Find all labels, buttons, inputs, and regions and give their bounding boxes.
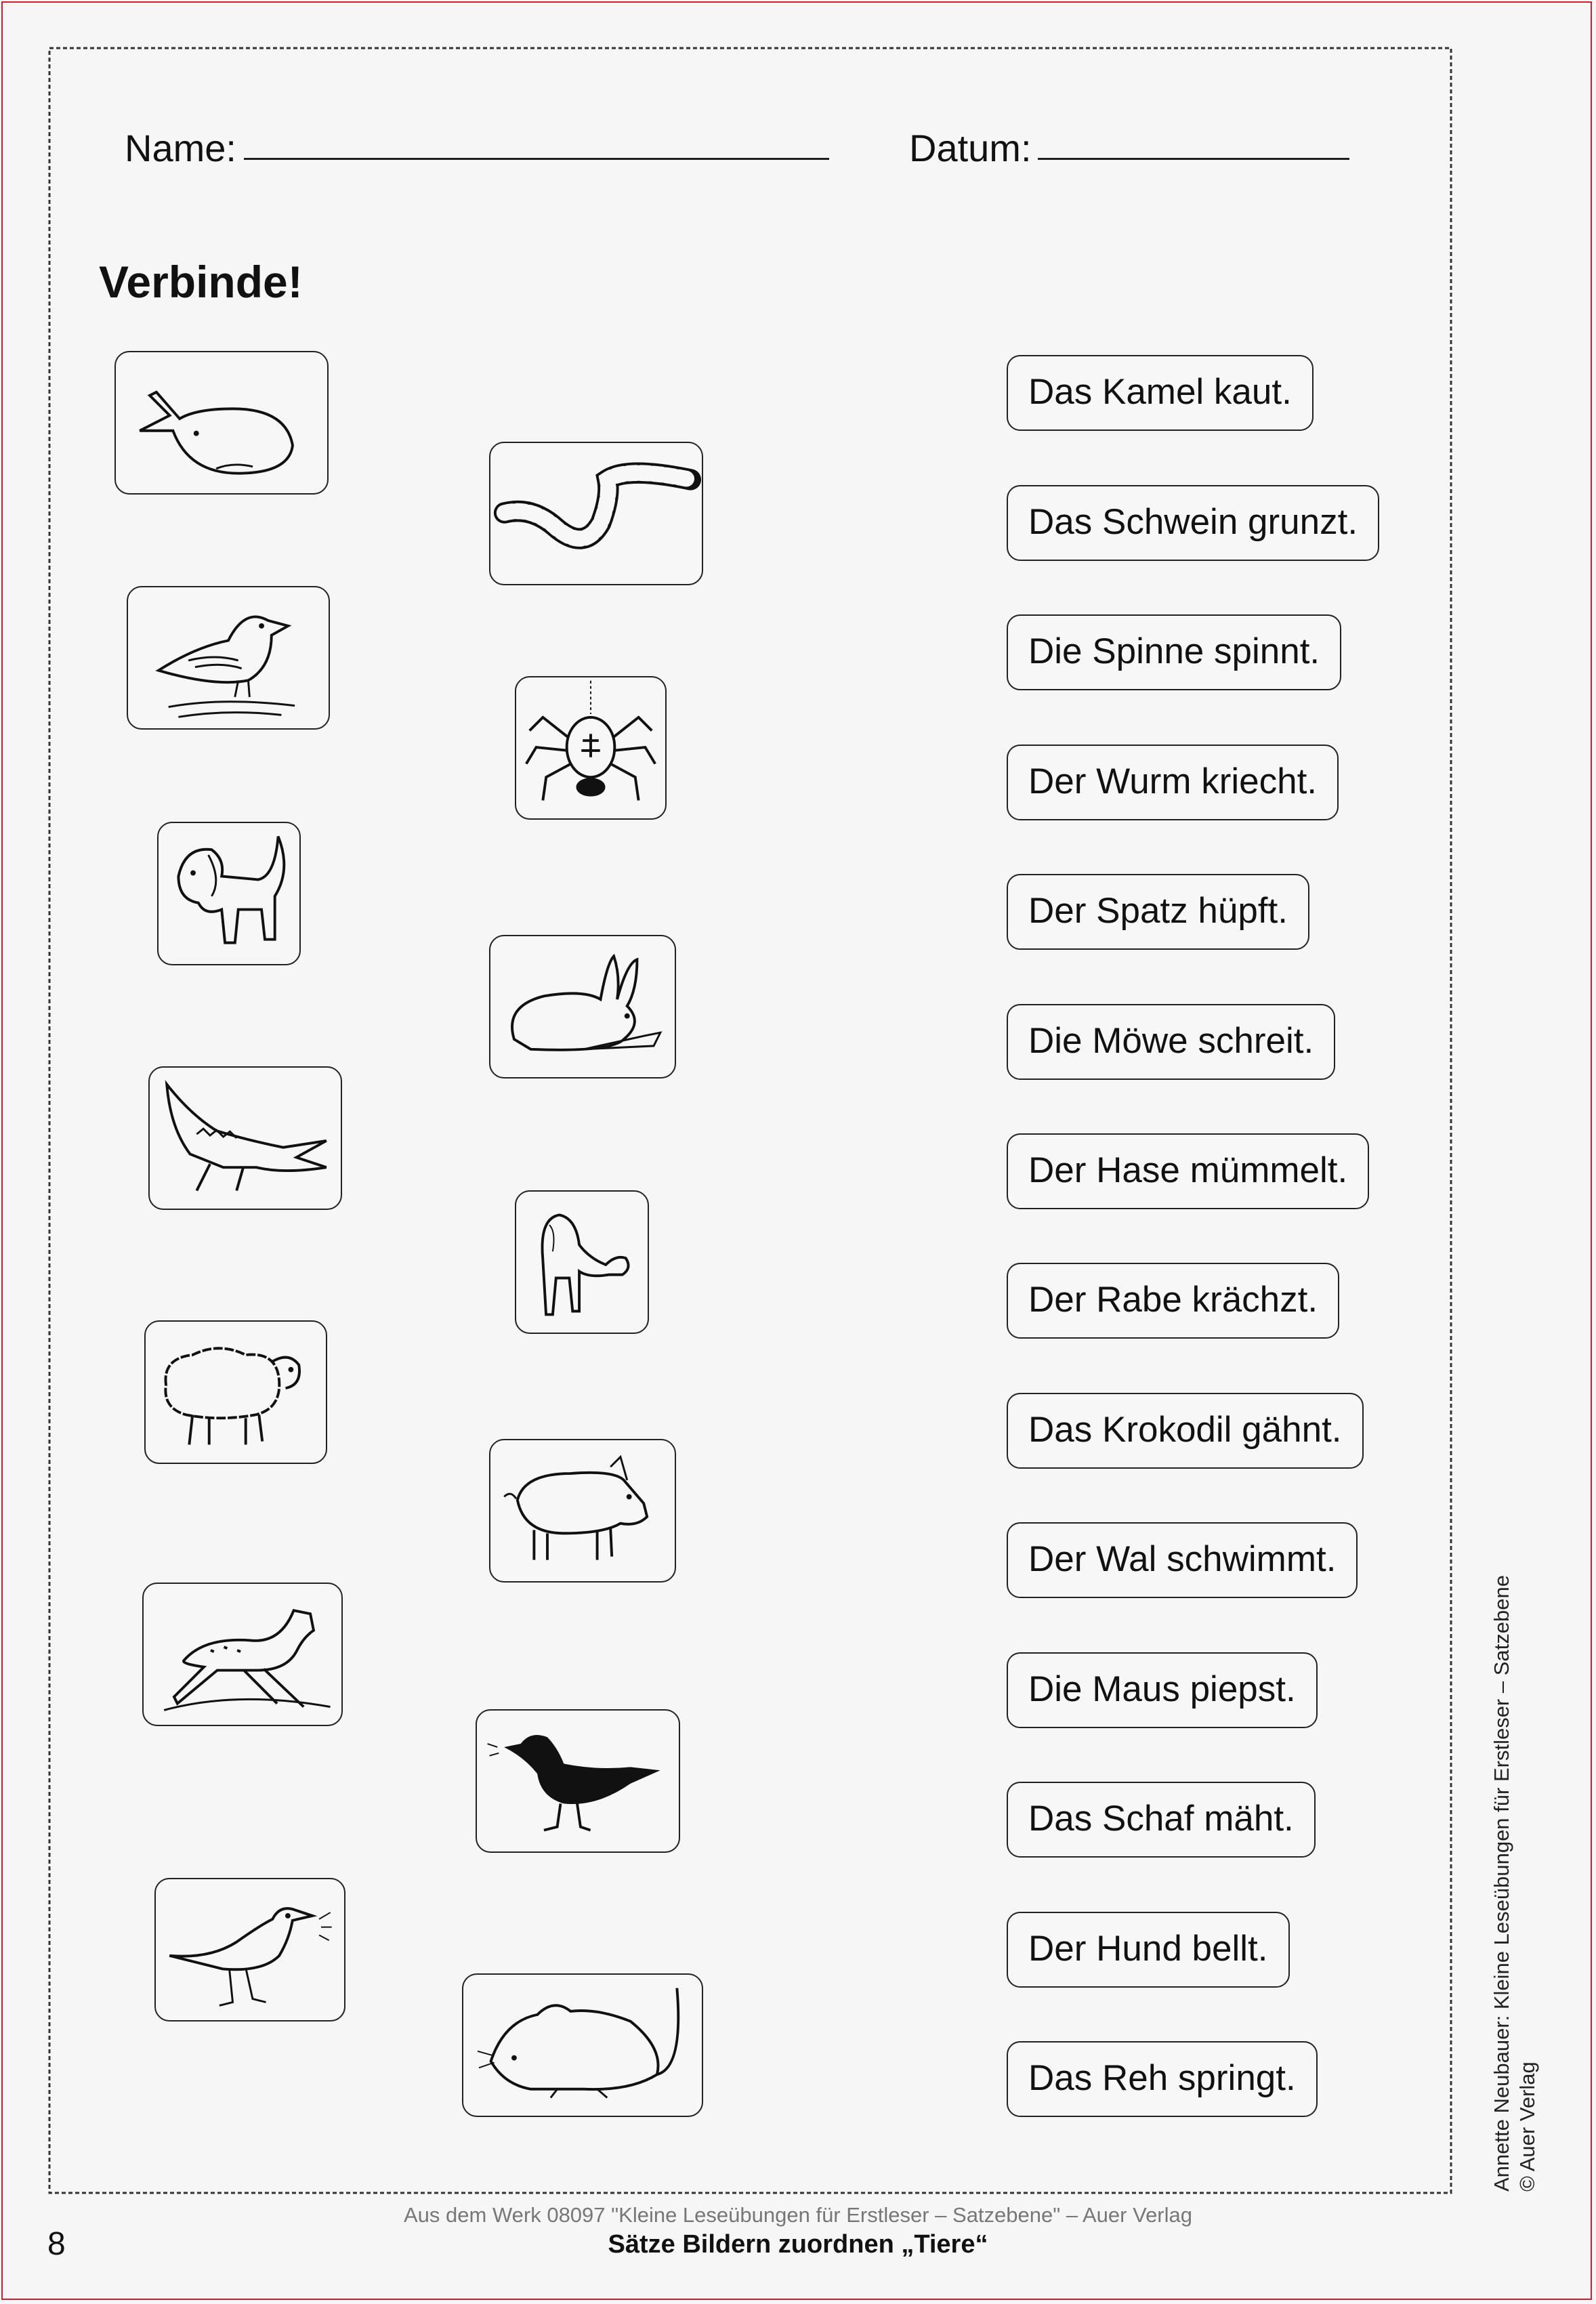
side-credit-author: Annette Neubauer: Kleine Leseübungen für Erstleser – Satzebene: [1490, 1575, 1513, 2192]
picture-box-camel[interactable]: [515, 1190, 649, 1334]
picture-box-seagull[interactable]: [154, 1878, 345, 2022]
picture-box-raven[interactable]: [476, 1709, 680, 1853]
sparrow-icon: [128, 587, 329, 728]
side-credit-publisher: © Auer Verlag: [1515, 2061, 1539, 2192]
spider-icon: [516, 677, 665, 818]
page-number: 8: [47, 2226, 66, 2262]
picture-box-rabbit[interactable]: [489, 935, 676, 1078]
date-label: Datum:: [909, 127, 1032, 169]
sentence-box[interactable]: Der Rabe krächzt.: [1007, 1263, 1339, 1339]
date-line[interactable]: [1038, 158, 1349, 160]
dog-icon: [159, 823, 299, 964]
sentence-box[interactable]: Das Schwein grunzt.: [1007, 485, 1379, 561]
picture-box-dog[interactable]: [157, 822, 301, 965]
sentence-box[interactable]: Der Wurm kriecht.: [1007, 745, 1339, 820]
mouse-icon: [463, 1975, 702, 2116]
sheep-icon: [146, 1322, 326, 1463]
picture-box-sparrow[interactable]: [127, 586, 330, 730]
picture-box-spider[interactable]: [515, 676, 667, 820]
instruction-heading: Verbinde!: [99, 257, 303, 307]
footer-source: Aus dem Werk 08097 "Kleine Leseübungen für Erstleser – Satzebene" – Auer Verlag: [404, 2203, 1192, 2227]
sentence-box[interactable]: Die Maus piepst.: [1007, 1652, 1318, 1728]
deer-icon: [144, 1584, 341, 1725]
camel-icon: [516, 1192, 648, 1333]
side-credit: [1489, 1514, 1540, 2192]
name-label: Name:: [125, 127, 236, 169]
rabbit-icon: [490, 936, 675, 1077]
sentence-box[interactable]: Das Schaf mäht.: [1007, 1782, 1316, 1858]
sentence-box[interactable]: Die Spinne spinnt.: [1007, 614, 1341, 690]
picture-box-deer[interactable]: [142, 1583, 343, 1726]
sentence-box[interactable]: Die Möwe schreit.: [1007, 1004, 1335, 1080]
sentence-box[interactable]: Das Reh springt.: [1007, 2041, 1318, 2117]
sentence-box[interactable]: Der Hase mümmelt.: [1007, 1133, 1369, 1209]
sentence-box[interactable]: Der Wal schwimmt.: [1007, 1522, 1358, 1598]
sentence-box[interactable]: Der Hund bellt.: [1007, 1912, 1290, 1988]
whale-icon: [116, 352, 327, 493]
worm-icon: [490, 443, 702, 584]
name-line[interactable]: [244, 158, 829, 160]
footer-title: Sätze Bildern zuordnen „Tiere“: [608, 2230, 988, 2259]
picture-box-worm[interactable]: [489, 442, 703, 585]
picture-box-crocodile[interactable]: [148, 1066, 342, 1210]
raven-icon: [477, 1711, 679, 1851]
picture-box-sheep[interactable]: [144, 1320, 327, 1464]
crocodile-icon: [150, 1068, 341, 1209]
sentence-box[interactable]: Das Kamel kaut.: [1007, 355, 1314, 431]
sentence-box[interactable]: Das Krokodil gähnt.: [1007, 1393, 1364, 1469]
seagull-icon: [156, 1879, 344, 2020]
picture-box-mouse[interactable]: [462, 1973, 703, 2117]
picture-box-whale[interactable]: [114, 351, 329, 495]
pig-icon: [490, 1440, 675, 1581]
picture-box-pig[interactable]: [489, 1439, 676, 1583]
sentence-box[interactable]: Der Spatz hüpft.: [1007, 874, 1309, 950]
